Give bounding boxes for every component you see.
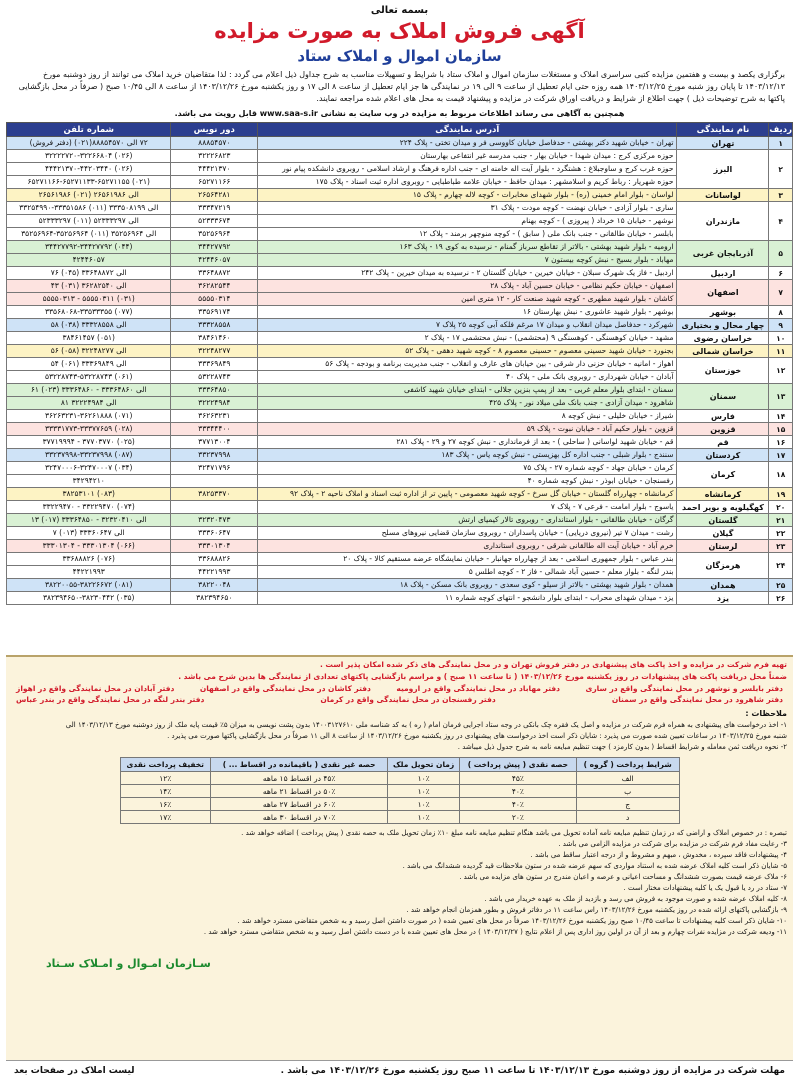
- office-number: ۱۹: [769, 488, 793, 501]
- office-address: خرم آباد - خیابان آیت اله طالقانی شرقی - روبروی استانداری: [258, 540, 677, 553]
- office-phone: ۷ الی ۳۳۳۶۰۶۴۷ (۰۱۳): [7, 527, 171, 540]
- office-number: ۳: [769, 189, 793, 202]
- office-phone: ۲۶۵۶۱۹۸۶ الی ۲۶۵۶۱۹۸۶ (۰۲۱): [7, 189, 171, 202]
- bullet-form: [12, 659, 787, 671]
- note-1b: شنبه مورخ ۱۴۰۳/۱۲/۲۵ در ساعات تعیین شده صورت می پذیرد : شایان ذکر است اخذ درخواست های پیشنهادی در روز یکشنبه مورخ ۱۴۰۳/۱۲/۲۶ از ساعت ۸ الی ۱۱ صرفاً در محل بازگشایی پاکتها صورت می پذیرد .: [167, 732, 787, 740]
- office-name: آذربایجان غربی: [677, 241, 769, 267]
- intro-line-3: پاکتها به شرح توضیحات ذیل ) جهت اطلاع از شرایط و دریافت اوراق شرکت در مزایده و پیشنهاد قیمت به محل های اعلام شده مراجعه نمایند.: [316, 94, 785, 103]
- note-1: ۱- اخذ درخواست های پیشنهادی به همراه فرم شرکت در مزایده و اصل یک فقره چک بانکی در وجه ستاد اجرایی فرمان امام ( ره ) به کد شناسه ملی ۱۴۰۰۳۱۲۷۶۱۰ بدون پشت نویسی به میزان ۵٪ قیمت پایه ملک از روز دوشنبه مورخ ۱۴۰۳/۱۲/۱۳ الی: [65, 721, 787, 729]
- office-address: تهران - خیابان شهید دکتر بهشتی - حدفاصل خیابان کاووسی فر و میدان تختی - پلاک ۲۲۴: [258, 137, 677, 150]
- office-address: مشهد - خیابان کوهسنگی - کوهسنگی ۹ (محتشمی) - نبش محتشمی ۱۷ - پلاک ۲: [258, 332, 677, 345]
- terms-cell: د: [576, 811, 679, 824]
- office-row: [7, 176, 793, 189]
- office-phone: ۵۴ الی ۳۳۳۶۹۸۴۹ (۰۶۱): [7, 358, 171, 371]
- office-row: [7, 579, 793, 592]
- office-name: گیلان: [677, 527, 769, 540]
- office-fax: ۸۸۸۵۴۵۷۰: [171, 137, 258, 150]
- branch-item: دفتر بابلسر و نوشهر در محل نمایندگی واقع در ساری: [585, 684, 783, 693]
- office-row: [7, 189, 793, 202]
- terms-cell: ۴۵٪: [459, 772, 576, 785]
- office-phone: ۳۶۲۶۳۲۳۱-۳۶۲۶۱۸۸۸ (۰۷۱): [7, 410, 171, 423]
- office-address: سنندج - بلوار شبلی - جنب اداره کل بهزیستی - نبش کوچه یاس - پلاک ۱۸۳: [258, 449, 677, 462]
- branch-item: دفتر بندر لنگه در محل نمایندگی واقع در بندر عباس: [16, 695, 205, 704]
- office-number: ۹: [769, 319, 793, 332]
- notice-footer: [6, 1060, 793, 1080]
- office-number: ۸: [769, 306, 793, 319]
- terms-cell: ۱۰٪: [388, 772, 460, 785]
- header-num: ردیف: [769, 124, 792, 135]
- office-address: رفسنجان - خیابان ابوذر - نبش کوچه شماره ۴۰: [258, 475, 677, 488]
- office-fax: ۴۴۴۲۱۳۷۰: [171, 163, 258, 176]
- office-fax: ۳۸۲۲۰۰۴۸: [171, 579, 258, 592]
- office-fax: ۳۶۲۶۳۲۳۱: [171, 410, 258, 423]
- office-fax: ۳۳۳۰۱۳۰۴: [171, 540, 258, 553]
- office-fax: ۳۳۳۶۴۸۵۰: [171, 384, 258, 397]
- office-address: کرمان - خیابان جهاد - کوچه شماره ۲۷ - پلاک ۷۵: [258, 462, 677, 475]
- office-fax: ۳۳۲۳۷۹۹۸: [171, 449, 258, 462]
- office-address: اهواز - امانیه - خیابان حزنی دار شرقی - بین خیابان های عارف و انقلاب - جنب مدیریت برنامه و بودجه - پلاک ۵۶: [258, 358, 677, 371]
- office-phone: ۳۳۳۳۱۷۷۳-۳۳۳۷۷۶۵۹ (۰۲۸): [7, 423, 171, 436]
- notice-title: آگهی فروش املاک به صورت مزایده: [214, 19, 585, 43]
- office-phone: ۳۳۶۸۸۸۲۶ (۰۷۶): [7, 553, 171, 566]
- office-address: گرگان - خیابان طالقانی - بلوار استانداری - روبروی تالار کیمیای ارتش: [258, 514, 677, 527]
- office-number: ۲۱: [769, 514, 793, 527]
- organization-name: سازمان اموال و املاک ستاد: [297, 47, 502, 65]
- office-address: همدان - بلوار شهید بهشتی - بالاتر از سیلو - کوی سعدی - روبروی بانک مسکن - پلاک ۱۸: [258, 579, 677, 592]
- terms-cell: ۱۷٪: [120, 811, 211, 824]
- office-row: [7, 436, 793, 449]
- basmala-text: بسمه تعالی: [370, 5, 429, 16]
- office-phone: ۳۵۲۵۶۹۶۴-۳۵۲۵۶۹۶۴ الی ۳۵۲۵۶۹۶۴ (۰۱۱): [7, 228, 171, 241]
- terms-cell: ۱۴٪: [120, 785, 211, 798]
- bullet-envelopes-text: ضمناً محل دریافت پاکت های پیشنهادات در روز یکشنبه مورخ ۱۴۰۳/۱۲/۲۶ ( تا ساعت ۱۱ صبح ) و مراسم بازگشایی پاکتهای تعدادی از نمایندگی ها بدین شرح می باشد .: [178, 672, 787, 681]
- office-number: ۱۳: [769, 384, 793, 410]
- office-row: [7, 592, 793, 605]
- offices-body: [7, 137, 793, 605]
- office-fax: ۲۶۵۶۴۲۸۱: [171, 189, 258, 202]
- office-row: [7, 514, 793, 527]
- note-t9: ۱۰- شایان ذکر است کلیه پیشنهادات تا ساعت ۱۰/۴۵ صبح روز یکشنبه مورخ ۱۴۰۳/۱۲/۲۶ صرفاً در محل های تعیین شده ( در صورت داشتن اصل رسید و به شخص متقاضی مسترد خواهد شد .: [237, 917, 787, 925]
- office-fax: ۴۴۲۲۱۹۹۳: [171, 566, 258, 579]
- office-fax: ۳۳۶۸۸۸۲۶: [171, 553, 258, 566]
- offices-table: [6, 122, 793, 605]
- office-number: ۱: [769, 137, 793, 150]
- office-fax: ۳۲۳۲۰۴۷۳: [171, 514, 258, 527]
- office-address: لواسان - بلوار امام خمینی (ره) - بلوار شهدای مخابرات - کوچه لاله چهارم - پلاک ۱۵: [258, 189, 677, 202]
- office-fax: ۳۲۴۷۱۷۹۶: [171, 462, 258, 475]
- office-address: نوشهر - خیابان ۱۵ خرداد ( پیروزی ) - کوچه بهنام: [258, 215, 677, 228]
- office-address: کرمانشاه - چهارراه گلستان - خیابان گل سرخ - کوچه شهید معصومی - پایین تر از اداره ثبت اسناد و املاک ناحیه ۲ - پلاک ۹۲: [258, 488, 677, 501]
- note-t7: ۸- کلیه املاک عرضه شده و صورت موجود به فروش می رسد و بازدید از ملک به عهده خریدار می باشد .: [484, 895, 787, 903]
- terms-body: [120, 772, 679, 824]
- intro-paragraph: [6, 67, 793, 107]
- office-row: [7, 462, 793, 475]
- office-phone: ۶۱ الی ۳۳۳۶۴۸۶۰ - ۳۳۳۶۴۸۶۰ (۰۲۳): [7, 384, 171, 397]
- office-row: [7, 267, 793, 280]
- office-number: ۱۶: [769, 436, 793, 449]
- terms-header-group: شرایط پرداخت ( گروه ): [576, 758, 679, 772]
- office-address: یزد - میدان شهدای محراب - ابتدای بلوار دانشجو - انتهای کوچه شماره ۱۱: [258, 592, 677, 605]
- office-row: [7, 241, 793, 254]
- office-name: همدان: [677, 579, 769, 592]
- header-fax: دور نویس: [171, 123, 258, 137]
- office-fax: ۵۵۵۵۰۳۱۴: [171, 293, 258, 306]
- office-row: [7, 319, 793, 332]
- branch-list: [12, 683, 787, 705]
- terms-cell: ۱۰٪: [388, 798, 460, 811]
- office-phone: ۳۸۲۲۰۰۵۵-۳۸۲۲۶۶۷۲ (۰۸۱): [7, 579, 171, 592]
- office-address: ساری - بلوار آزادی - خیابان نهضت - کوچه مودت - پلاک ۳۱: [258, 202, 677, 215]
- office-number: ۲۳: [769, 540, 793, 553]
- office-phone: ۶۵۲۷۱۱۶۶-۶۵۲۷۱۱۳۳-۶۵۲۷۱۱۵۵ (۰۲۱): [7, 176, 171, 189]
- office-address: قزوین - بلوار حکیم آباد - خیابان نبوت - پلاک ۵۹: [258, 423, 677, 436]
- office-address: بجنورد - خیابان شهید حسینی معصوم - حسینی معصوم ۸ - کوچه شهید دهقی - پلاک ۵۲: [258, 345, 677, 358]
- office-number: ۱۱: [769, 345, 793, 358]
- office-row: [7, 345, 793, 358]
- office-row: [7, 501, 793, 514]
- note-2: ۲- نحوه دریافت ثمن معامله و شرایط اقساط ( بدون کارمزد ) جهت تنظیم مبایعه نامه به شرح جدول ذیل میباشد .: [457, 743, 787, 751]
- office-row: [7, 306, 793, 319]
- office-fax: ۳۷۷۱۳۰۰۴: [171, 436, 258, 449]
- office-row: [7, 449, 793, 462]
- branch-item: دفتر آبادان در محل نمایندگی واقع در اهواز: [16, 684, 175, 693]
- office-address: بابلسر - خیابان طالقانی - جنب بانک ملی ( سابق ) - کوچه منوچهر برمند - پلاک ۱۲: [258, 228, 677, 241]
- office-number: ۵: [769, 241, 793, 267]
- office-name: خراسان شمالی: [677, 345, 769, 358]
- office-phone: ۳۲۲۲۲۷۲۰-۳۲۲۶۶۸۰۴ (۰۲۶): [7, 150, 171, 163]
- office-row: [7, 228, 793, 241]
- organization-signature: سـازمان امـوال و امـلاک سـتاد: [46, 957, 211, 970]
- office-phone: ۱۳ الی ۳۲۳۲۰۴۱۰ - ۳۳۳۶۴۸۵۰ (۰۱۷): [7, 514, 171, 527]
- terms-cell: ۴۵٪ در اقساط ۱۵ ماهه: [211, 772, 388, 785]
- office-name: لرستان: [677, 540, 769, 553]
- office-row: [7, 566, 793, 579]
- office-phone: ۸۱ الی ۳۲۲۲۴۹۸۴: [7, 397, 171, 410]
- office-row: [7, 397, 793, 410]
- office-address: یاسوج - بلوار امامت - فرعی ۷ - پلاک ۷: [258, 501, 677, 514]
- office-number: ۱۸: [769, 462, 793, 488]
- office-address: حوزه مرکزی کرج : میدان شهدا - خیابان بهار - جنب مدرسه غیر انتفاعی بهارستان: [258, 150, 677, 163]
- branch-item: دفتر مهاباد در محل نمایندگی واقع در ارومیه: [396, 684, 561, 693]
- office-phone: ۴۲۴۴۶۰۵۷: [7, 254, 171, 267]
- note-t10: ۱۱- ودیعه شرکت در مزایده نفرات چهارم و بعد از آن در اولین روز اداری پس از اعلام نتایج ( ۱۴۰۳/۱۲/۲۷ ) در محل های تعیین شده با در دست داشتن اصل رسید و به شخص متقاضی مسترد خواهد شد .: [203, 928, 787, 936]
- office-phone: ۳۳۵۶۸۰۶۸-۳۳۵۳۳۳۵۵ (۰۷۷): [7, 306, 171, 319]
- office-fax: ۳۲۲۲۶۸۲۳: [171, 150, 258, 163]
- terms-cell: ۲۰٪: [459, 811, 576, 824]
- note-t6: ۷- ستاد در رد یا قبول یک یا کلیه پیشنهادات مختار است .: [623, 884, 787, 892]
- office-phone: ۴۴۴۲۱۳۷۰-۴۴۲۰۳۴۴۰ (۰۲۶): [7, 163, 171, 176]
- terms-header-delivery: زمان تحویل ملک: [388, 758, 460, 772]
- office-row: [7, 527, 793, 540]
- office-address: قم - خیابان شهید لواسانی ( ساحلی ) - بعد از فرمانداری - نبش کوچه ۲۷ و ۲۹ - پلاک ۲۸۱: [258, 436, 677, 449]
- office-fax: ۳۵۲۵۶۹۶۴: [171, 228, 258, 241]
- office-name: تهران: [677, 137, 769, 150]
- note-t3: ۴- پیشنهادات فاقد سپرده ، مخدوش ، مبهم و مشروط و از درجه اعتبار ساقط می باشد .: [530, 851, 787, 859]
- terms-cell: ۱۶٪: [120, 798, 211, 811]
- terms-header-row: [120, 758, 679, 772]
- office-number: ۴: [769, 202, 793, 241]
- property-list-note: لیست املاک در صفحات بعد: [14, 1066, 135, 1076]
- intro-line-1: برگزاری یکصد و بیست و هفتمین مزایده کتبی سراسری املاک و مستغلات سازمان اموال و املاک ستاد با شرایط و تسهیلات مناسب به شرح جداول ذیل اعلام می گردد : لذا متقاضیان خرید املاک می توانند از روز دوشنبه مورخ: [43, 70, 785, 79]
- office-phone: ۴۳ الی ۳۶۲۸۲۵۴۰ (۰۳۱): [7, 280, 171, 293]
- website-line: همچنین به آگاهی می رساند اطلاعات مربوط به مزایده در وب سایت به نشانی www.saa-s.ir قابل رویت می باشد.: [174, 109, 625, 118]
- office-row: [7, 254, 793, 267]
- header-address: آدرس نمایندگی: [258, 123, 677, 137]
- office-name: بوشهر: [677, 306, 769, 319]
- office-fax: ۳۸۲۳۹۴۶۵۰: [171, 592, 258, 605]
- office-address: بندر عباس - بلوار جمهوری اسلامی - بعد از چهارراه جهانبار - خیابان نمایشگاه عرضه مستقیم کالا - پلاک ۲۰: [258, 553, 677, 566]
- note-t1: تبصره : در خصوص املاک و اراضی که در زمان تنظیم مبایعه نامه آماده تحویل می باشد هنگام تنظیم مبایعه نامه مبلغ ۱۰٪ زمان تحویل ملک به حصه نقدی ( پیش پرداخت ) اضافه خواهد شد .: [241, 829, 787, 837]
- office-fax: ۳۳۵۶۹۱۷۴: [171, 306, 258, 319]
- branch-item: دفتر رفسنجان در محل نمایندگی واقع در کرمان: [320, 695, 496, 704]
- office-name: چهار محال و بختیاری: [677, 319, 769, 332]
- offices-header-row: [7, 123, 793, 137]
- office-name: کرمان: [677, 462, 769, 488]
- office-address: بندر لنگه - بلوار معلم - حسین آباد شمالی - فاز ۲ - کوچه اطلس ۵: [258, 566, 677, 579]
- office-row: [7, 202, 793, 215]
- note-t2: ۳- رعایت مفاد فرم شرکت در مزایده برای شرکت در مزایده الزامی می باشد .: [558, 840, 787, 848]
- header-phone: شماره تلفن: [7, 123, 171, 137]
- terms-cell: ۵۰٪ در اقساط ۲۱ ماهه: [211, 785, 388, 798]
- terms-row: [120, 785, 679, 798]
- office-fax: ۳۳۶۴۸۸۷۲: [171, 267, 258, 280]
- office-address: شاهرود - میدان آزادی - جنب بانک ملی میلاد نور - پلاک ۴۲۵: [258, 397, 677, 410]
- office-row: [7, 371, 793, 384]
- office-row: [7, 280, 793, 293]
- office-name: هرمزگان: [677, 553, 769, 579]
- office-phone: ۳۳۲۳۷۹۹۸-۳۳۲۳۷۹۹۸ (۰۸۷): [7, 449, 171, 462]
- office-address: اصفهان - خیابان حکیم نظامی - خیابان حسین آباد - پلاک ۲۸: [258, 280, 677, 293]
- office-name: کردستان: [677, 449, 769, 462]
- office-phone: ۵۸ الی ۳۳۳۲۸۵۵۸ (۰۳۸): [7, 319, 171, 332]
- terms-cell: ۴۰٪: [459, 785, 576, 798]
- terms-cell: ۷۰٪ در اقساط ۳۰ ماهه: [211, 811, 388, 824]
- office-number: ۱۵: [769, 423, 793, 436]
- office-name: قزوین: [677, 423, 769, 436]
- office-phone: ۵۲۳۳۳۲۹۷ الی ۵۲۳۳۳۲۹۷ (۰۱۱): [7, 215, 171, 228]
- office-name: خوزستان: [677, 358, 769, 384]
- office-row: [7, 410, 793, 423]
- terms-row: [120, 798, 679, 811]
- office-fax: ۳۶۲۸۲۵۴۴: [171, 280, 258, 293]
- office-fax: ۳۸۴۶۱۴۶۰: [171, 332, 258, 345]
- terms-cell: ج: [576, 798, 679, 811]
- office-phone: ۳۳۲۲۹۴۷۰ - ۳۳۲۲۹۴۷۰ (۰۷۴): [7, 501, 171, 514]
- office-address: ارومیه - بلوار شهید بهشتی - بالاتر از تقاطع سرباز گمنام - نرسیده به کوی ۱۹ - پلاک ۱۶۳: [258, 241, 677, 254]
- office-address: مهاباد - بلوار بسیج - نبش کوچه بیستون ۷: [258, 254, 677, 267]
- office-phone: ۵۳۲۲۸۷۴۳-۵۳۲۲۸۷۴۳ (۰۶۱): [7, 371, 171, 384]
- office-address: حوزه شهریار : رباط کریم و اسلامشهر : میدان حافظ - خیابان علامه طباطبایی - روبروی اداره ثبت اسناد - پلاک ۱۷۵: [258, 176, 677, 189]
- payment-terms-table: [120, 757, 680, 824]
- terms-header-installments: حصه غیر نقدی ( باقیمانده در اقساط ... ): [211, 758, 388, 772]
- bullet-envelopes: [12, 671, 787, 683]
- office-phone: ۴۴۲۲۱۹۹۳: [7, 566, 171, 579]
- office-phone: ۳۲۴۷۰۰۰۶-۳۲۴۷۰۰۰۷ (۰۳۴): [7, 462, 171, 475]
- office-address: شیراز - خیابان خلیلی - نبش کوچه ۸: [258, 410, 677, 423]
- office-address: سمنان - ابتدای بلوار معلم غربی - بعد از پمپ بنزین جلالی - ابتدای خیابان شهید کاشفی: [258, 384, 677, 397]
- office-number: ۱۲: [769, 358, 793, 384]
- intro-line-2: ۱۴۰۳/۱۲/۱۳ تا پایان روز شنبه مورخ ۱۴۰۳/۱۲/۲۵ همه روزه حتی ایام تعطیل از ساعت ۹ الی ۱۹ در نمایندگی ها جز ایام تعطیل از ساعت ۸ الی ۱۷ و روز یکشنبه مورخ ۱۴۰۳/۱۲/۲۶ از ساعت ۸ الی ۱۰/۴۵ صبح ( صرفاً در محل بازگشایی: [18, 82, 785, 91]
- terms-cell: ۴۰٪: [459, 798, 576, 811]
- terms-cell: ب: [576, 785, 679, 798]
- office-phone: ۳۸۲۳۹۴۶۵۰-۳۸۲۳۰۴۴۲ (۰۳۵): [7, 592, 171, 605]
- office-fax: ۴۲۴۴۶۰۵۷: [171, 254, 258, 267]
- office-row: [7, 293, 793, 306]
- office-row: [7, 137, 793, 150]
- office-name: یزد: [677, 592, 769, 605]
- office-row: [7, 358, 793, 371]
- office-name: سمنان: [677, 384, 769, 410]
- office-name: البرز: [677, 150, 769, 189]
- office-fax: ۳۳۳۲۸۵۵۸: [171, 319, 258, 332]
- office-phone: ۳۴۴۲۷۷۹۲-۳۴۴۲۷۷۹۲ (۰۴۴): [7, 241, 171, 254]
- office-fax: ۳۲۲۴۸۲۷۷: [171, 345, 258, 358]
- office-row: [7, 540, 793, 553]
- office-fax: ۳۳۳۶۹۸۴۹: [171, 358, 258, 371]
- office-phone: ۳۳۳۰۱۳۰۴ - ۳۳۳۰۱۳۰۴ (۰۶۶): [7, 540, 171, 553]
- terms-row: [120, 772, 679, 785]
- office-name: فارس: [677, 410, 769, 423]
- office-fax: ۳۲۲۲۴۹۸۴: [171, 397, 258, 410]
- office-row: [7, 488, 793, 501]
- office-name: اصفهان: [677, 280, 769, 306]
- branch-item: دفتر کاشان در محل نمایندگی واقع در اصفهان: [199, 684, 371, 693]
- office-name: قم: [677, 436, 769, 449]
- office-address: رشت - میدان ۷ تیر (نیروی دریایی) - خیابان پاسداران - روبروی سازمان قضایی نیروهای مسلح: [258, 527, 677, 540]
- office-row: [7, 475, 793, 488]
- office-address: بوشهر - بلوار شهید عاشوری - نبش بهارستان ۱۶: [258, 306, 677, 319]
- office-fax: ۳۴۴۲۷۷۹۲: [171, 241, 258, 254]
- terms-cell: ۱۲٪: [120, 772, 211, 785]
- office-fax: ۳۳۳۴۷۲۱۹: [171, 202, 258, 215]
- terms-row: [120, 811, 679, 824]
- office-fax: ۳۳۳۶۰۶۴۷: [171, 527, 258, 540]
- office-number: ۲۶: [769, 592, 793, 605]
- office-fax: ۵۲۳۳۳۶۷۴: [171, 215, 258, 228]
- office-phone: ۵۵۵۵۰۳۱۳ - ۵۵۵۵۰۳۱۱ (۰۳۱): [7, 293, 171, 306]
- office-name: کرمانشاه: [677, 488, 769, 501]
- terms-header-cash: حصه نقدی ( پیش پرداخت ): [459, 758, 576, 772]
- terms-cell: ۶۰٪ در اقساط ۲۷ ماهه: [211, 798, 388, 811]
- lower-section: [6, 655, 793, 1060]
- office-address: اردبیل - فاز یک شهرک سبلان - خیابان خیرین - خیابان گلستان ۲ - نرسیده به میدان خیرین - پلاک ۲۴۲: [258, 267, 677, 280]
- office-fax: [171, 501, 258, 514]
- office-row: [7, 332, 793, 345]
- office-phone: ۵۶ الی ۳۲۲۴۸۲۷۷ (۰۵۸): [7, 345, 171, 358]
- office-phone: ۳۸۲۵۳۱۰۱ (۰۸۳): [7, 488, 171, 501]
- office-name: کهگیلویه و بویر احمد: [677, 501, 769, 514]
- note-t4: ۵- شایان ذکر است کلیه املاک عرضه شده به استناد مواردی که سهم عرضه شده در ستون ملاحظات قید گردیده ششدانگ می باشد .: [402, 862, 787, 870]
- branch-item: دفتر شاهرود در محل نمایندگی واقع در سمنان: [611, 695, 783, 704]
- terms-header-discount: تخفیف پرداخت نقدی: [120, 758, 211, 772]
- terms-cell: ۱۰٪: [388, 811, 460, 824]
- office-row: [7, 163, 793, 176]
- office-number: ۲: [769, 150, 793, 189]
- office-number: ۲۴: [769, 553, 793, 579]
- office-name: لواسانات: [677, 189, 769, 202]
- office-phone: ۳۳۲۵۴۹۹۰-۳۳۳۵۱۵۸۶ الی ۳۳۳۵۰۸۱۹۹ (۰۱۱): [7, 202, 171, 215]
- terms-cell: ۱۰٪: [388, 785, 460, 798]
- office-number: ۲۰: [769, 501, 793, 514]
- office-fax: [171, 475, 258, 488]
- office-address: حوزه غرب کرج و ساوجبلاغ : هشتگرد - بلوار آیت اله خامنه ای - جنب اداره فرهنگ و ارشاد اسلامی - روبروی دانشکده پیام نور: [258, 163, 677, 176]
- bullet-form-text: تهیه فرم شرکت در مزایده و اخذ پاکت های پیشنهادی در دفتر فروش تهران و در محل نمایندگی های ذکر شده امکان پذیر است .: [319, 660, 787, 669]
- office-row: [7, 150, 793, 163]
- office-number: ۱۷: [769, 449, 793, 462]
- office-phone: ۳۸۴۶۱۴۵۷ (۰۵۱): [7, 332, 171, 345]
- office-name: خراسان رضوی: [677, 332, 769, 345]
- office-number: ۲۲: [769, 527, 793, 540]
- office-row: [7, 553, 793, 566]
- office-number: ۱۰: [769, 332, 793, 345]
- notes-title: ملاحظات :: [745, 709, 787, 718]
- office-phone: (دفتر فروش) ۷۲ الی ۸۸۸۵۴۵۷۰(۰۲۱): [7, 137, 171, 150]
- office-row: [7, 423, 793, 436]
- office-name: اردبیل: [677, 267, 769, 280]
- office-fax: ۶۵۲۷۱۱۶۶: [171, 176, 258, 189]
- office-fax: ۵۳۲۲۸۷۴۳: [171, 371, 258, 384]
- office-address: کاشان - بلوار شهید مطهری - کوچه شهید صنعت کار - ۱۲ متری امین: [258, 293, 677, 306]
- office-phone: ۳۷۷۱۹۹۹۴ - ۳۷۷۰۳۷۷۰ (۰۲۵): [7, 436, 171, 449]
- office-number: ۷: [769, 280, 793, 306]
- office-row: [7, 215, 793, 228]
- office-address: آبادان - خیابان شهرداری - روبروی بانک ملی - پلاک ۴۰: [258, 371, 677, 384]
- office-number: ۱۴: [769, 410, 793, 423]
- header-name: نام نمایندگی: [677, 123, 769, 137]
- office-name: گلستان: [677, 514, 769, 527]
- office-fax: ۳۸۲۵۳۳۷۰: [171, 488, 258, 501]
- office-number: ۶: [769, 267, 793, 280]
- office-address: شهرکرد - حدفاصل میدان انقلاب و میدان ۱۷ مرغم فلکه آبی کوچه ۲۵ پلاک ۷: [258, 319, 677, 332]
- office-row: [7, 384, 793, 397]
- office-name: مازندران: [677, 202, 769, 241]
- note-t5: ۶- ملاک عرضه قیمت بصورت ششدانگ و مساحت اعیانی و عرصه و اعیان مندرج در ستون های مزایده می باشد .: [459, 873, 787, 881]
- office-number: ۲۵: [769, 579, 793, 592]
- office-fax: ۳۳۳۴۴۴۰۰: [171, 423, 258, 436]
- terms-cell: الف: [576, 772, 679, 785]
- deadline-text: مهلت شرکت در مزایده از روز دوشنبه مورخ ۱۴۰۳/۱۲/۱۳ تا ساعت ۱۱ صبح روز یکشنبه مورخ ۱۴۰۳/۱۲/۲۶ می باشد .: [280, 1066, 785, 1076]
- note-t8: ۹- بازگشایی پاکتهای ارائه شده در روز یکشنبه مورخ ۱۴۰۳/۱۲/۲۶ راس ساعت ۱۱ در دفاتر فروش و بطور همزمان انجام خواهد شد .: [406, 906, 787, 914]
- office-phone: ۷۶ الی ۳۳۶۴۸۸۷۲ (۰۴۵): [7, 267, 171, 280]
- office-phone: ۳۴۲۹۴۲۱۰: [7, 475, 171, 488]
- notice-header: [6, 4, 793, 67]
